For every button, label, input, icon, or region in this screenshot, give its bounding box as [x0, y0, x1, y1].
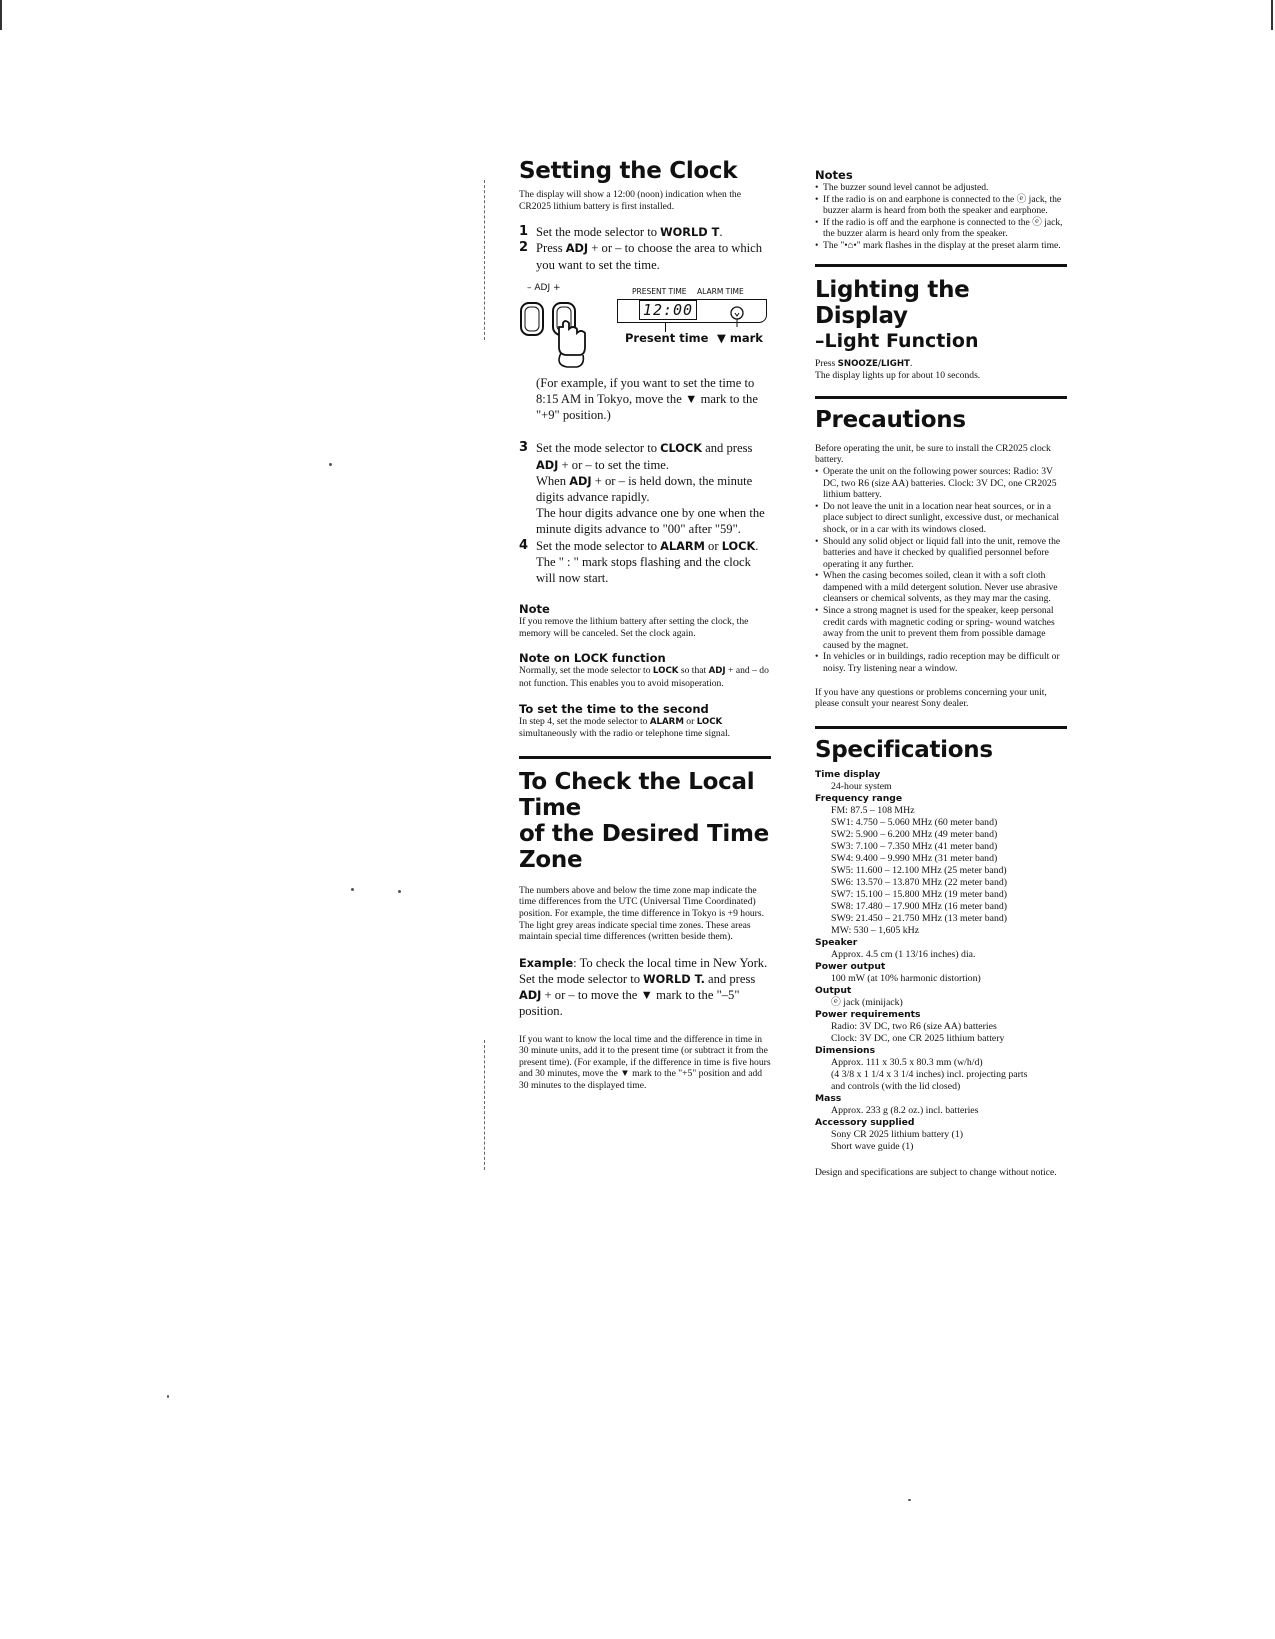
lighting-text: The display lights up for about 10 seconds.	[815, 370, 981, 382]
section-rule	[815, 264, 1067, 267]
note-text: If you remove the lithium battery after setting the clock, the memory will be canceled. Set the clock again.	[519, 616, 749, 639]
precautions-list	[815, 466, 1067, 675]
adj-label: – ADJ +	[527, 282, 561, 293]
spec-value: Sony CR 2025 lithium battery (1) Short wave guide (1)	[831, 1128, 963, 1152]
lock-note-text: Normally, set the mode selector to LOCK so that ADJ + and – do not function. This enables you to avoid misoperation.	[519, 665, 769, 690]
precautions-title: Precautions	[815, 406, 966, 433]
setting-clock-title: Setting the Clock	[519, 158, 738, 184]
lighting-press: Press SNOOZE/LIGHT.	[815, 357, 913, 369]
spec-value: ⓔ jack (minijack)	[831, 996, 903, 1008]
local-time-grey: The light grey areas indicate special time zones. These areas maintain special time differences (written beside them).	[519, 919, 751, 943]
step-4: 4 Set the mode selector to ALARM or LOCK. The " : " mark stops flashing and the clock will now start.	[519, 537, 759, 586]
second-title: To set the time to the second	[519, 701, 709, 716]
step-1: 1 Set the mode selector to WORLD T.	[519, 224, 723, 240]
alarm-time-label: ALARM TIME	[697, 286, 744, 296]
section-rule	[519, 756, 771, 759]
spec-label: Speaker	[815, 936, 858, 948]
lighting-title: Lighting the Display	[815, 276, 970, 329]
spec-label: Frequency range	[815, 792, 903, 804]
spec-value: 100 mW (at 10% harmonic distortion)	[831, 972, 981, 984]
lock-note-title: Note on LOCK function	[519, 651, 666, 666]
spec-value: Approx. 233 g (8.2 oz.) incl. batteries	[831, 1104, 979, 1116]
note-title: Note	[519, 602, 550, 617]
spec-value: Approx. 111 x 30.5 x 80.3 mm (w/h/d) (4 3/8 x 1 1/4 x 3 1/4 inches) incl. projecting parts and controls (with the lid closed)	[831, 1056, 1028, 1092]
section-rule	[815, 726, 1067, 729]
notes-list	[815, 182, 1067, 252]
spec-label: Dimensions	[815, 1044, 876, 1056]
setting-clock-intro: The display will show a 12:00 (noon) indication when the CR2025 lithium battery is first installed.	[519, 189, 741, 212]
local-time-footer: If you want to know the local time and the difference in time in 30 minute units, add it to the present time (or subtract it from the present time). (For example, if the difference in time is five hours and 30 minutes, move the ▼ mark to the "+5" position and add 30 minutes to the displayed time.	[519, 1033, 771, 1091]
step-3: 3 Set the mode selector to CLOCK and press ADJ + or – to set the time. When ADJ + or – is held down, the minute digits advance rapidly. The hour digits advance one by one when the minute digits advance to "00" after "59".	[519, 440, 765, 537]
scan-speck	[167, 1395, 169, 1398]
spec-label: Time display	[815, 768, 881, 780]
lcd-digits: 12:00	[642, 300, 694, 319]
precautions-intro: Before operating the unit, be sure to install the CR2025 clock battery.	[815, 442, 1051, 466]
list-item: • The "•⌂•" mark flashes in the display at the preset alarm time.	[815, 240, 1067, 252]
example-text: (For example, if you want to set the time to 8:15 AM in Tokyo, move the ▼ mark to the "+9" position.)	[536, 375, 758, 423]
list-item: • Should any solid object or liquid fall into the unit, remove the batteries and have it checked by qualified personnel before operating it any further.	[815, 536, 1067, 571]
spec-list	[815, 769, 1067, 1153]
list-item: • When the casing becomes soiled, clean it with a soft cloth dampened with a mild detergent solution. Never use abrasive cleansers or chemical solvents, as they may mar the casing.	[815, 570, 1067, 605]
step-2: 2 Press ADJ + or – to choose the area to which you want to set the time.	[519, 240, 763, 272]
lighting-subtitle: –Light Function	[815, 329, 979, 352]
scan-speck	[398, 890, 401, 893]
notes-title: Notes	[815, 168, 853, 182]
caption-present-time: Present time	[625, 330, 709, 345]
spec-value: FM: 87.5 – 108 MHz SW1: 4.750 – 5.060 MHz (60 meter band) SW2: 5.900 – 6.200 MHz (49 meter band) SW3: 7.100 – 7.350 MHz (41 meter band) SW4: 9.400 – 9.990 MHz (31 meter band) SW5: 11.600 – 12.100 MHz (25 meter band) SW6: 13.570 – 13.870 MHz (22 meter band) SW7: 15.100 – 15.800 MHz (19 meter band) SW8: 17.480 – 17.900 MHz (16 meter band) SW9: 21.450 – 21.750 MHz (13 meter band) MW: 530 – 1,605 kHz	[831, 804, 1008, 936]
spec-label: Accessory supplied	[815, 1116, 915, 1128]
adj-buttons-illustration	[519, 293, 599, 373]
list-item: • Operate the unit on the following power sources: Radio: 3V DC, two R6 (size AA) batteries. Clock: 3V DC, one CR2025 lithium battery.	[815, 466, 1067, 501]
local-time-example: Example: To check the local time in New York. Set the mode selector to WORLD T. and press ADJ + or – to move the ▼ mark to the "–5" position.	[519, 955, 768, 1019]
specifications-title: Specifications	[815, 736, 993, 763]
present-time-label: PRESENT TIME	[632, 286, 687, 296]
alarm-bell-icon	[729, 305, 745, 327]
binding-mark	[484, 1040, 487, 1170]
spec-value: Radio: 3V DC, two R6 (size AA) batteries Clock: 3V DC, one CR 2025 lithium battery	[831, 1020, 1005, 1044]
steps-3-4	[519, 440, 771, 586]
list-item: • Since a strong magnet is used for the speaker, keep personal credit cards with magnetic coding or spring- wound watches away from the unit to prevent them from possible damage caused by the magnet.	[815, 605, 1067, 651]
list-item: • If the radio is off and the earphone is connected to the ⓔ jack, the buzzer alarm is heard only from the speaker.	[815, 217, 1067, 240]
scan-speck	[908, 1499, 911, 1501]
caption-mark: ▼ mark	[717, 330, 763, 345]
steps-1-2	[519, 224, 771, 273]
list-item: • If the radio is on and earphone is connected to the ⓔ jack, the buzzer alarm is heard from both the speaker and earphone.	[815, 194, 1067, 217]
left-column	[519, 150, 771, 1092]
binding-mark	[484, 180, 487, 340]
spec-value: 24-hour system	[831, 780, 892, 792]
spec-value: Approx. 4.5 cm (1 13/16 inches) dia.	[831, 948, 976, 960]
spec-label: Mass	[815, 1092, 842, 1104]
local-time-intro: The numbers above and below the time zone map indicate the time differences from the UTC (Universal Time Coordinated) position. For example, the time difference in Tokyo is +9 hours.	[519, 884, 764, 919]
spec-label: Power requirements	[815, 1008, 921, 1020]
specifications-footer: Design and specifications are subject to change without notice.	[815, 1166, 1057, 1178]
spec-label: Power output	[815, 960, 886, 972]
lcd-digits-box	[639, 300, 697, 320]
scan-speck	[351, 888, 354, 891]
list-item: • In vehicles or in buildings, radio reception may be difficult or noisy. Try listening near a window.	[815, 651, 1067, 674]
list-item: • Do not leave the unit in a location near heat sources, or in a place subject to direct sunlight, excessive dust, or mechanical shock, or in a car with its windows closed.	[815, 501, 1067, 536]
list-item: • The buzzer sound level cannot be adjusted.	[815, 182, 1067, 194]
page-edge-line-right	[1271, 0, 1273, 30]
spec-label: Output	[815, 984, 852, 996]
scan-speck	[329, 463, 332, 466]
clock-figure	[519, 282, 771, 375]
page-edge-line	[0, 0, 2, 30]
second-text: In step 4, set the mode selector to ALARM or LOCK simultaneously with the radio or telephone time signal.	[519, 715, 731, 740]
right-column	[815, 150, 1067, 1178]
local-time-title: To Check the Local Time of the Desired Time Zone	[519, 768, 769, 873]
precautions-closing: If you have any questions or problems concerning your unit, please consult your nearest Sony dealer.	[815, 686, 1047, 710]
section-rule	[815, 396, 1067, 399]
